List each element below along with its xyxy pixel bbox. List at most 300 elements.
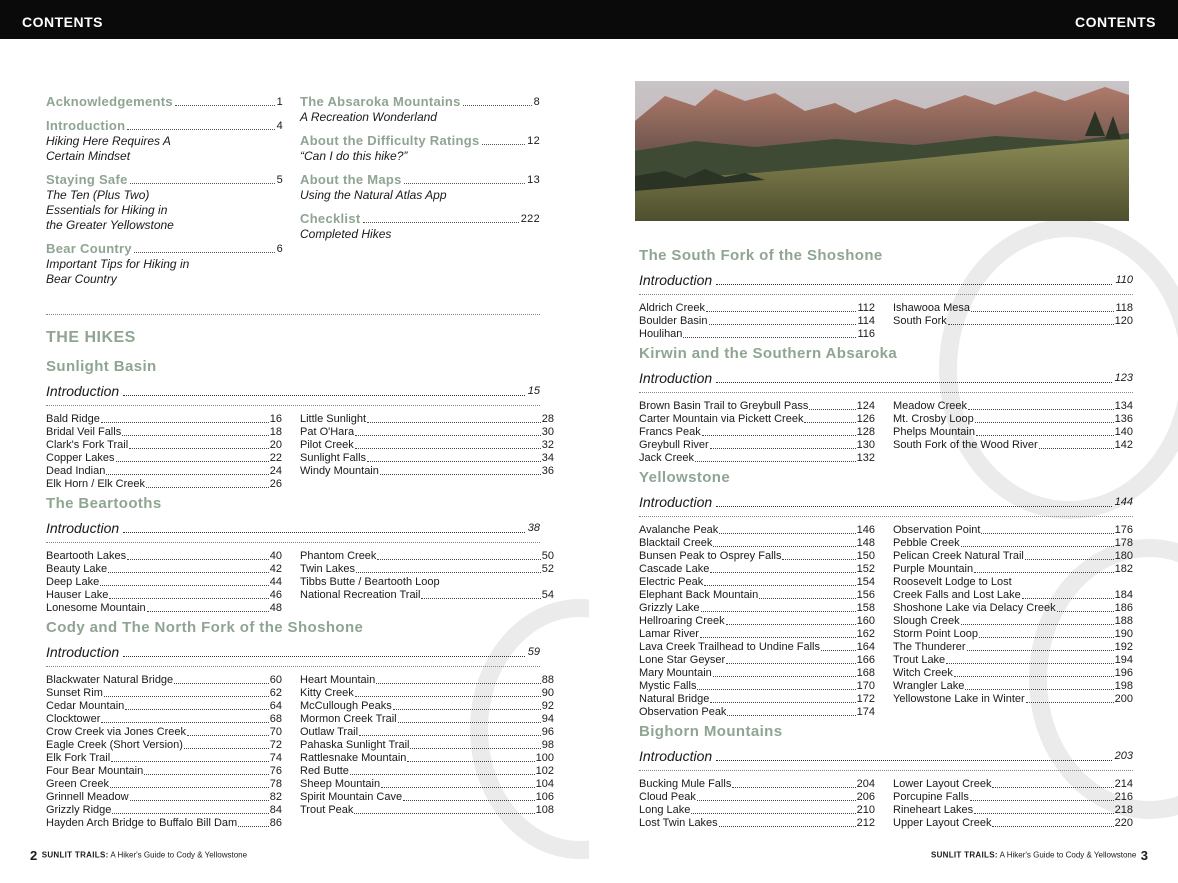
hike-name: Clocktower bbox=[46, 713, 101, 725]
hike-page: 150 bbox=[856, 550, 875, 562]
hike-entry[interactable] bbox=[46, 791, 282, 804]
hike-page: 42 bbox=[269, 563, 282, 575]
hike-name: Blackwater Natural Bridge bbox=[46, 674, 174, 686]
hike-entry[interactable] bbox=[639, 817, 875, 830]
section-title: Cody and The North Fork of the Shoshone bbox=[46, 619, 364, 636]
hike-name: Purple Mountain bbox=[893, 563, 974, 575]
toc-page-number: 12 bbox=[527, 135, 540, 147]
dot-leader bbox=[691, 813, 855, 814]
hike-name: Grinnell Meadow bbox=[46, 791, 129, 803]
hike-entry[interactable] bbox=[46, 426, 282, 439]
toc-entry-subtitle: Using the Natural Atlas App bbox=[300, 188, 447, 202]
hike-entry[interactable] bbox=[893, 778, 1133, 791]
hike-page: 86 bbox=[269, 817, 282, 829]
page-number: 3 bbox=[1140, 848, 1148, 863]
hike-page: 172 bbox=[856, 693, 875, 705]
hike-name: Tibbs Butte / Beartooth Loop bbox=[300, 576, 440, 588]
toc-page-number: 6 bbox=[276, 243, 283, 255]
dot-leader bbox=[147, 611, 269, 612]
hike-entry[interactable] bbox=[639, 413, 875, 426]
hike-entry[interactable] bbox=[893, 602, 1133, 615]
hike-page: 180 bbox=[1114, 550, 1133, 562]
left-page bbox=[0, 39, 589, 883]
hike-name: Pebble Creek bbox=[893, 537, 960, 549]
dot-leader bbox=[704, 585, 855, 586]
hike-entry[interactable] bbox=[893, 817, 1133, 830]
hike-name: Spirit Mountain Cave bbox=[300, 791, 403, 803]
hike-entry[interactable] bbox=[893, 628, 1133, 641]
hike-entry[interactable] bbox=[639, 302, 875, 315]
hike-entry[interactable] bbox=[639, 400, 875, 413]
hike-page: 134 bbox=[1114, 400, 1133, 412]
hike-entry[interactable] bbox=[300, 426, 554, 439]
hike-entry[interactable] bbox=[46, 576, 282, 589]
dot-leader bbox=[393, 709, 541, 710]
hike-entry[interactable] bbox=[639, 615, 875, 628]
hike-page: 168 bbox=[856, 667, 875, 679]
hike-columns bbox=[639, 400, 1133, 465]
hike-entry[interactable] bbox=[893, 524, 1133, 537]
front-matter-col-1 bbox=[46, 94, 283, 295]
toc-page-number: 13 bbox=[527, 174, 540, 186]
hike-name: Kitty Creek bbox=[300, 687, 354, 699]
hike-entry[interactable] bbox=[46, 713, 282, 726]
introduction-label: Introduction bbox=[46, 520, 120, 536]
section-sunlight-basin bbox=[46, 357, 554, 491]
hike-page: 212 bbox=[856, 817, 875, 829]
hike-entry[interactable] bbox=[46, 602, 282, 615]
hike-page: 206 bbox=[856, 791, 875, 803]
dot-leader bbox=[716, 382, 1111, 383]
hike-column bbox=[300, 550, 554, 615]
hike-name: Dead Indian bbox=[46, 465, 106, 477]
footer-brand: SUNLIT TRAILS: bbox=[930, 850, 998, 860]
hike-name: Copper Lakes bbox=[46, 452, 115, 464]
section-beartooths bbox=[46, 494, 554, 615]
hike-page: 60 bbox=[269, 674, 282, 686]
section-introduction[interactable] bbox=[46, 382, 540, 406]
hike-page: 184 bbox=[1114, 589, 1133, 601]
hike-name: Porcupine Falls bbox=[893, 791, 969, 803]
dot-leader bbox=[101, 422, 269, 423]
hike-entry[interactable] bbox=[300, 452, 554, 465]
hike-entry[interactable] bbox=[639, 426, 875, 439]
hike-entry[interactable] bbox=[300, 589, 554, 602]
dot-leader bbox=[992, 826, 1113, 827]
hike-entry[interactable] bbox=[639, 680, 875, 693]
hike-page: 190 bbox=[1114, 628, 1133, 640]
toc-entry-subtitle: Completed Hikes bbox=[300, 227, 392, 241]
toc-entry-title-row bbox=[46, 172, 283, 188]
hike-entry[interactable] bbox=[639, 537, 875, 550]
section-introduction[interactable] bbox=[639, 369, 1133, 393]
dot-leader bbox=[967, 650, 1114, 651]
hike-page: 32 bbox=[541, 439, 554, 451]
toc-entry[interactable] bbox=[46, 172, 283, 233]
dot-leader bbox=[961, 546, 1114, 547]
hike-entry[interactable] bbox=[893, 563, 1133, 576]
hike-entry[interactable] bbox=[300, 550, 554, 563]
hike-entry[interactable] bbox=[893, 615, 1133, 628]
hike-entry[interactable] bbox=[46, 817, 282, 830]
hike-page: 28 bbox=[541, 413, 554, 425]
dot-leader bbox=[104, 696, 269, 697]
toc-entry-subtitle: Hiking Here Requires A bbox=[46, 134, 171, 148]
right-page bbox=[589, 39, 1178, 883]
section-introduction[interactable] bbox=[639, 493, 1133, 517]
hike-entry[interactable] bbox=[639, 563, 875, 576]
hike-name: Witch Creek bbox=[893, 667, 953, 679]
hike-entry[interactable] bbox=[46, 726, 282, 739]
hike-entry[interactable] bbox=[893, 641, 1133, 654]
hike-entry[interactable] bbox=[300, 804, 554, 817]
hike-name: Observation Peak bbox=[639, 706, 727, 718]
hike-entry[interactable] bbox=[46, 674, 282, 687]
toc-entry-subtitle: Bear Country bbox=[46, 272, 117, 286]
toc-page-number: 222 bbox=[520, 213, 540, 225]
hike-page: 204 bbox=[856, 778, 875, 790]
hike-columns bbox=[46, 674, 554, 830]
hike-name: Wrangler Lake bbox=[893, 680, 965, 692]
dot-leader bbox=[759, 598, 855, 599]
hike-entry[interactable] bbox=[300, 713, 554, 726]
hike-entry[interactable] bbox=[639, 315, 875, 328]
hike-entry[interactable] bbox=[300, 576, 554, 589]
hike-name: Hellroaring Creek bbox=[639, 615, 725, 627]
dot-leader bbox=[1039, 448, 1114, 449]
toc-entry-title-row bbox=[300, 94, 540, 110]
hike-name: Rineheart Lakes bbox=[893, 804, 974, 816]
hike-entry[interactable] bbox=[639, 439, 875, 452]
hike-name: Bucking Mule Falls bbox=[639, 778, 732, 790]
hike-entry[interactable] bbox=[639, 589, 875, 602]
hike-page: 216 bbox=[1114, 791, 1133, 803]
hike-entry[interactable] bbox=[46, 439, 282, 452]
hike-entry[interactable] bbox=[46, 700, 282, 713]
toc-entry[interactable] bbox=[46, 94, 283, 110]
hike-page: 96 bbox=[541, 726, 554, 738]
dot-leader bbox=[700, 637, 856, 638]
dot-leader bbox=[100, 585, 269, 586]
hike-page: 106 bbox=[535, 791, 554, 803]
hike-page: 124 bbox=[856, 400, 875, 412]
hike-entry[interactable] bbox=[300, 687, 554, 700]
introduction-label: Introduction bbox=[46, 383, 120, 399]
hike-entry[interactable] bbox=[46, 804, 282, 817]
dot-leader bbox=[112, 813, 268, 814]
hike-entry[interactable] bbox=[300, 778, 554, 791]
hike-column bbox=[639, 400, 875, 465]
hike-page: 152 bbox=[856, 563, 875, 575]
dot-leader bbox=[821, 650, 856, 651]
dot-leader bbox=[123, 395, 525, 396]
dot-leader bbox=[111, 761, 269, 762]
hike-name: Beauty Lake bbox=[46, 563, 108, 575]
dot-leader bbox=[719, 533, 855, 534]
dot-leader bbox=[125, 709, 268, 710]
dot-leader bbox=[463, 105, 532, 106]
dot-leader bbox=[421, 598, 540, 599]
hike-entry[interactable] bbox=[893, 576, 1133, 589]
hike-entry[interactable] bbox=[639, 804, 875, 817]
hike-name: Slough Creek bbox=[893, 615, 960, 627]
hike-entry[interactable] bbox=[639, 667, 875, 680]
hike-column bbox=[46, 413, 282, 491]
hike-page: 54 bbox=[541, 589, 554, 601]
hike-page: 142 bbox=[1114, 439, 1133, 451]
hike-entry[interactable] bbox=[893, 654, 1133, 667]
toc-entry[interactable] bbox=[300, 133, 540, 164]
footer-brand: SUNLIT TRAILS: bbox=[41, 850, 109, 860]
dot-leader bbox=[726, 663, 855, 664]
hike-page: 140 bbox=[1114, 426, 1133, 438]
hike-entry[interactable] bbox=[300, 413, 554, 426]
dot-leader bbox=[403, 800, 535, 801]
hike-entry[interactable] bbox=[639, 576, 875, 589]
dot-leader bbox=[719, 826, 856, 827]
hike-name: Elk Fork Trail bbox=[46, 752, 111, 764]
dot-leader bbox=[354, 813, 534, 814]
hike-name: Creek Falls and Lost Lake bbox=[893, 589, 1021, 601]
hike-name: Hauser Lake bbox=[46, 589, 109, 601]
hike-entry[interactable] bbox=[893, 680, 1133, 693]
hike-entry[interactable] bbox=[893, 589, 1133, 602]
section-introduction[interactable] bbox=[639, 747, 1133, 771]
hike-name: South Fork bbox=[893, 315, 947, 327]
section-title: Sunlight Basin bbox=[46, 358, 157, 375]
toc-entry-title: About the Difficulty Ratings bbox=[300, 133, 480, 148]
footer-left bbox=[30, 848, 247, 863]
hike-entry[interactable] bbox=[300, 700, 554, 713]
hike-name: Natural Bridge bbox=[639, 693, 710, 705]
hike-entry[interactable] bbox=[300, 765, 554, 778]
hike-entry[interactable] bbox=[46, 563, 282, 576]
hike-page: 76 bbox=[269, 765, 282, 777]
hike-page: 44 bbox=[269, 576, 282, 588]
hike-entry[interactable] bbox=[46, 739, 282, 752]
hike-column bbox=[46, 674, 282, 830]
toc-entry-subtitle: A Recreation Wonderland bbox=[300, 110, 437, 124]
hike-entry[interactable] bbox=[46, 778, 282, 791]
hike-entry[interactable] bbox=[893, 804, 1133, 817]
dot-leader bbox=[701, 611, 856, 612]
introduction-page: 110 bbox=[1115, 274, 1133, 286]
toc-entry-title: The Absaroka Mountains bbox=[300, 94, 461, 109]
hike-entry[interactable] bbox=[46, 687, 282, 700]
hike-name: Sunlight Falls bbox=[300, 452, 367, 464]
toc-entry[interactable] bbox=[300, 211, 540, 242]
hike-entry[interactable] bbox=[46, 752, 282, 765]
hike-page: 64 bbox=[269, 700, 282, 712]
hikes-heading: THE HIKES bbox=[46, 329, 136, 346]
toc-entry-subtitle: The Ten (Plus Two) bbox=[46, 188, 150, 202]
hike-name: Mystic Falls bbox=[639, 680, 697, 692]
hike-entry[interactable] bbox=[639, 706, 875, 719]
hike-entry[interactable] bbox=[300, 465, 554, 478]
toc-entry[interactable] bbox=[46, 118, 283, 164]
hike-entry[interactable] bbox=[300, 739, 554, 752]
hike-entry[interactable] bbox=[300, 791, 554, 804]
hike-entry[interactable] bbox=[893, 426, 1133, 439]
hike-name: Ishawooa Mesa bbox=[893, 302, 971, 314]
hike-entry[interactable] bbox=[300, 726, 554, 739]
hike-name: The Thunderer bbox=[893, 641, 966, 653]
hike-entry[interactable] bbox=[893, 693, 1133, 706]
hike-entry[interactable] bbox=[893, 413, 1133, 426]
hike-page: 146 bbox=[856, 524, 875, 536]
dot-leader bbox=[695, 461, 856, 462]
dot-leader bbox=[697, 800, 856, 801]
hike-entry[interactable] bbox=[639, 693, 875, 706]
hike-entry[interactable] bbox=[46, 452, 282, 465]
hike-page: 20 bbox=[269, 439, 282, 451]
hike-entry[interactable] bbox=[300, 674, 554, 687]
section-title: Kirwin and the Southern Absaroka bbox=[639, 345, 898, 362]
hike-page: 160 bbox=[856, 615, 875, 627]
hike-entry[interactable] bbox=[893, 667, 1133, 680]
hike-entry[interactable] bbox=[893, 791, 1133, 804]
hike-page: 74 bbox=[269, 752, 282, 764]
hike-entry[interactable] bbox=[46, 550, 282, 563]
toc-page-number: 5 bbox=[276, 174, 283, 186]
header-left-title: CONTENTS bbox=[22, 14, 103, 30]
toc-entry[interactable] bbox=[300, 172, 540, 203]
dot-leader bbox=[127, 559, 269, 560]
toc-entry[interactable] bbox=[300, 94, 540, 125]
hike-page: 182 bbox=[1114, 563, 1133, 575]
hike-page: 40 bbox=[269, 550, 282, 562]
hike-entry[interactable] bbox=[300, 563, 554, 576]
hike-entry[interactable] bbox=[639, 791, 875, 804]
dot-leader bbox=[970, 800, 1114, 801]
hike-page: 186 bbox=[1114, 602, 1133, 614]
section-introduction[interactable] bbox=[46, 519, 540, 543]
toc-entry-title-row bbox=[46, 241, 283, 257]
hike-page: 210 bbox=[856, 804, 875, 816]
hike-page: 36 bbox=[541, 465, 554, 477]
hike-entry[interactable] bbox=[46, 589, 282, 602]
hike-entry[interactable] bbox=[639, 550, 875, 563]
dot-leader bbox=[809, 409, 855, 410]
hike-entry[interactable] bbox=[639, 778, 875, 791]
hike-name: Pilot Creek bbox=[300, 439, 354, 451]
divider bbox=[46, 314, 540, 315]
hike-entry[interactable] bbox=[46, 413, 282, 426]
hike-column bbox=[300, 413, 554, 491]
section-introduction[interactable] bbox=[639, 271, 1133, 295]
hike-entry[interactable] bbox=[893, 550, 1133, 563]
hike-entry[interactable] bbox=[639, 641, 875, 654]
hike-entry[interactable] bbox=[639, 452, 875, 465]
toc-page-number: 1 bbox=[276, 96, 283, 108]
hike-name: Greybull River bbox=[639, 439, 709, 451]
hike-name: Lone Star Geyser bbox=[639, 654, 726, 666]
section-cody-north-fork bbox=[46, 618, 554, 830]
introduction-label: Introduction bbox=[46, 644, 120, 660]
hike-entry[interactable] bbox=[639, 628, 875, 641]
dot-leader bbox=[380, 474, 541, 475]
hike-name: Avalanche Peak bbox=[639, 524, 719, 536]
hike-entry[interactable] bbox=[893, 439, 1133, 452]
dot-leader bbox=[954, 676, 1114, 677]
hike-page: 130 bbox=[856, 439, 875, 451]
hike-name: Bald Ridge bbox=[46, 413, 100, 425]
dot-leader bbox=[108, 572, 269, 573]
hike-name: McCullough Peaks bbox=[300, 700, 392, 712]
hike-entry[interactable] bbox=[639, 654, 875, 667]
dot-leader bbox=[355, 435, 541, 436]
hike-columns bbox=[46, 550, 554, 615]
hike-entry[interactable] bbox=[893, 315, 1133, 328]
hike-entry[interactable] bbox=[893, 302, 1133, 315]
hike-entry[interactable] bbox=[300, 752, 554, 765]
dot-leader bbox=[726, 624, 856, 625]
hike-entry[interactable] bbox=[893, 400, 1133, 413]
hike-name: Lamar River bbox=[639, 628, 699, 640]
hike-page: 214 bbox=[1114, 778, 1133, 790]
hike-name: Francs Peak bbox=[639, 426, 701, 438]
section-introduction[interactable] bbox=[46, 643, 540, 667]
section-title: The Beartooths bbox=[46, 495, 162, 512]
section-bighorn bbox=[639, 722, 1133, 830]
footer-subtitle: A Hiker's Guide to Cody & Yellowstone bbox=[110, 850, 248, 860]
dot-leader bbox=[116, 461, 269, 462]
hike-page: 178 bbox=[1114, 537, 1133, 549]
hike-name: Eagle Creek (Short Version) bbox=[46, 739, 183, 751]
hike-page: 126 bbox=[856, 413, 875, 425]
hike-entry[interactable] bbox=[300, 439, 554, 452]
hike-page: 194 bbox=[1114, 654, 1133, 666]
section-title: Bighorn Mountains bbox=[639, 723, 783, 740]
hike-entry[interactable] bbox=[639, 524, 875, 537]
dot-leader bbox=[710, 702, 855, 703]
hike-entry[interactable] bbox=[46, 765, 282, 778]
dot-leader bbox=[782, 559, 855, 560]
hike-entry[interactable] bbox=[639, 328, 875, 341]
hike-name: Elk Horn / Elk Creek bbox=[46, 478, 146, 490]
hike-entry[interactable] bbox=[893, 537, 1133, 550]
hike-entry[interactable] bbox=[639, 602, 875, 615]
hike-page: 112 bbox=[857, 302, 875, 314]
hike-name: Pahaska Sunlight Trail bbox=[300, 739, 410, 751]
dot-leader bbox=[710, 448, 856, 449]
toc-entry-title-row bbox=[300, 211, 540, 227]
hike-entry[interactable] bbox=[46, 465, 282, 478]
hike-name: Lower Layout Creek bbox=[893, 778, 992, 790]
hike-page: 72 bbox=[269, 739, 282, 751]
toc-entry-title-row bbox=[300, 133, 540, 149]
dot-leader bbox=[355, 448, 541, 449]
introduction-page: 15 bbox=[527, 385, 540, 397]
dot-leader bbox=[123, 532, 525, 533]
hike-name: Trout Lake bbox=[893, 654, 946, 666]
hike-name: Brown Basin Trail to Greybull Pass bbox=[639, 400, 809, 412]
hike-page: 128 bbox=[856, 426, 875, 438]
hike-entry[interactable] bbox=[46, 478, 282, 491]
hike-page: 198 bbox=[1114, 680, 1133, 692]
footer-subtitle: A Hiker's Guide to Cody & Yellowstone bbox=[999, 850, 1137, 860]
hike-page: 88 bbox=[541, 674, 554, 686]
section-title: The South Fork of the Shoshone bbox=[639, 247, 883, 264]
hike-page: 78 bbox=[269, 778, 282, 790]
hike-name: Grizzly Lake bbox=[639, 602, 700, 614]
dot-leader bbox=[381, 787, 535, 788]
hike-page: 148 bbox=[856, 537, 875, 549]
introduction-page: 38 bbox=[527, 522, 540, 534]
hike-column bbox=[46, 550, 282, 615]
dot-leader bbox=[727, 715, 855, 716]
toc-entry[interactable] bbox=[46, 241, 283, 287]
